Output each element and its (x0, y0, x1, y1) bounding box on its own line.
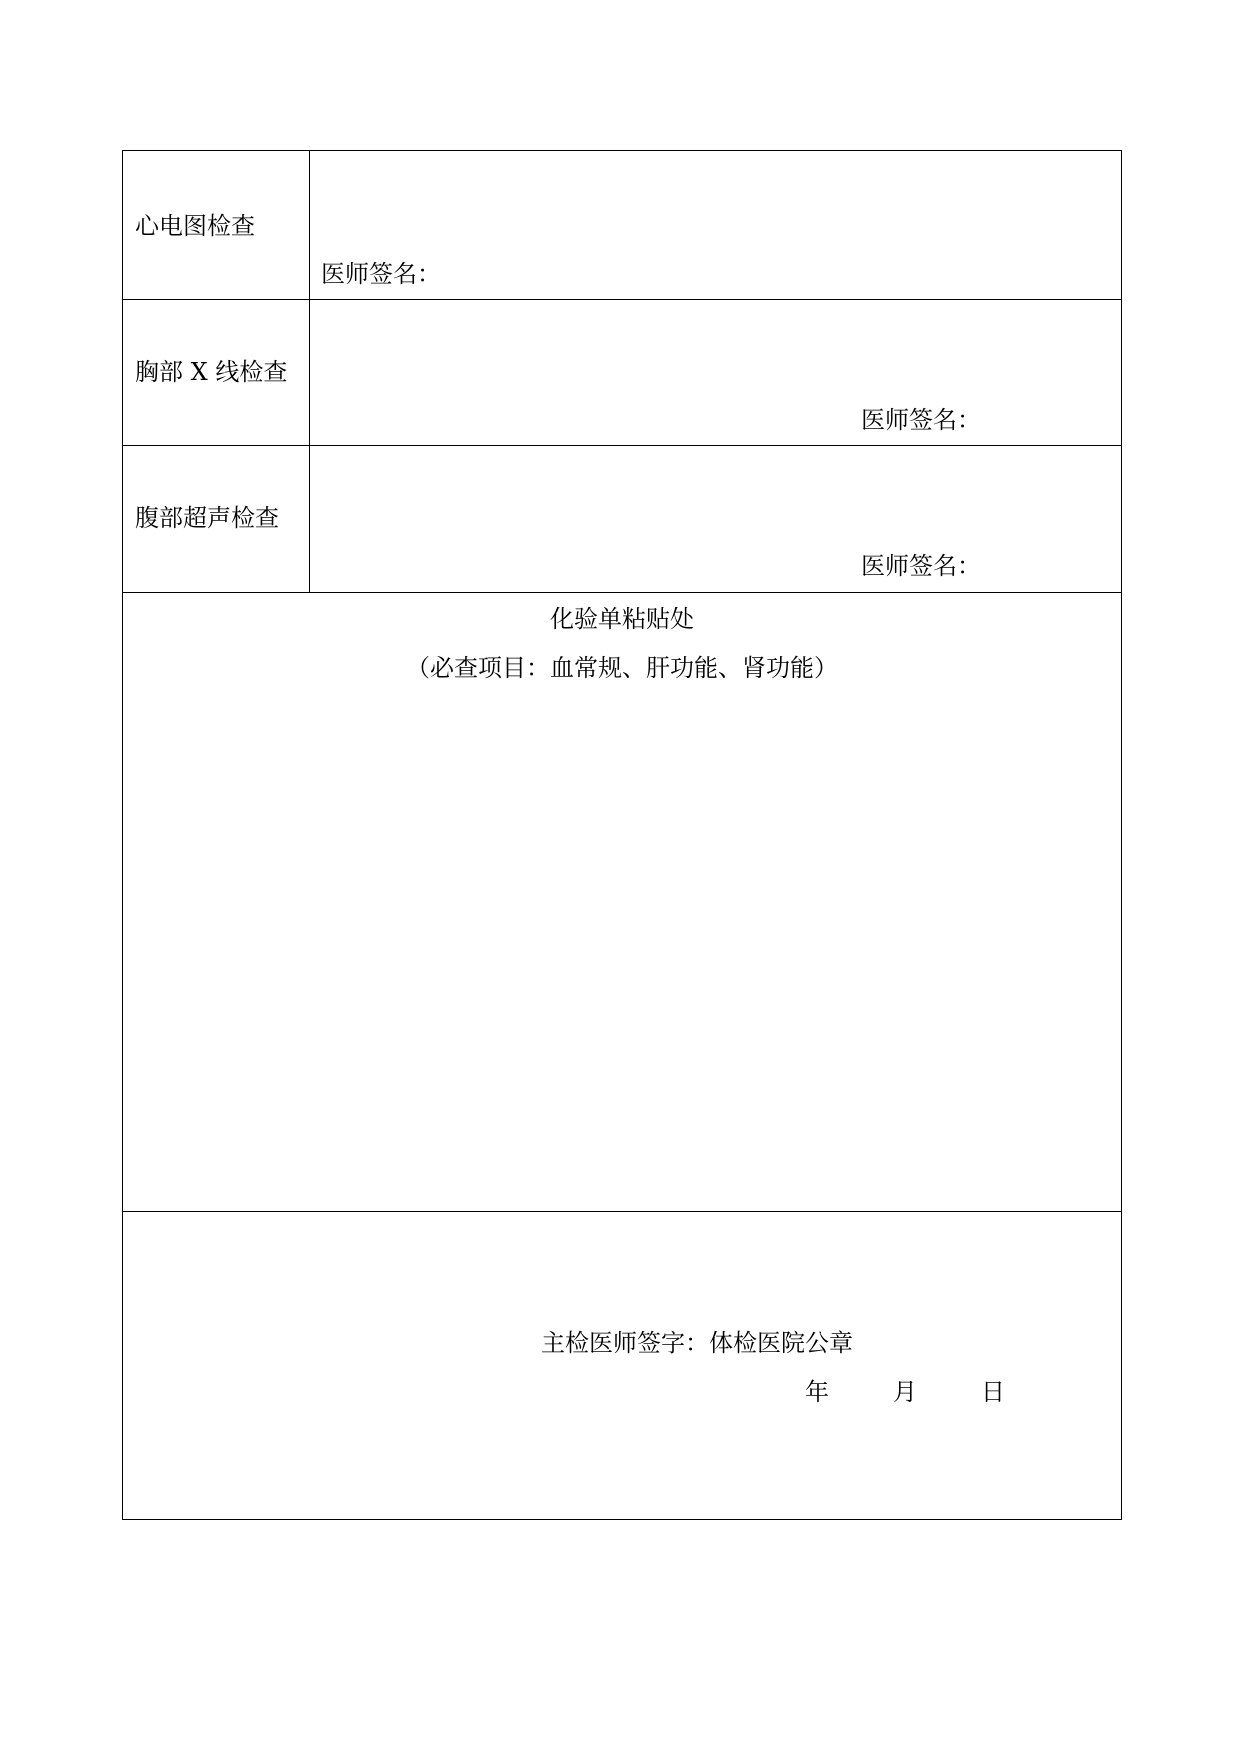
ecg-doctor-signature-label: 医师签名： (321, 260, 441, 288)
lab-report-subtitle: （必查项目：血常规、肝功能、肾功能） (406, 654, 838, 682)
abdominal-ultrasound-doctor-signature-label: 医师签名： (861, 552, 981, 580)
row-divider (123, 592, 1121, 593)
chest-xray-doctor-signature-label: 医师签名： (861, 406, 981, 434)
ecg-exam-label: 心电图检查 (135, 212, 255, 240)
row-divider (123, 299, 1121, 300)
exam-form (122, 150, 1122, 1520)
row-divider (123, 1211, 1121, 1212)
row-divider (123, 445, 1121, 446)
exam-column-divider (309, 151, 310, 592)
chest-xray-exam-label: 胸部 X 线检查 (135, 358, 288, 386)
lab-report-title: 化验单粘贴处 (550, 605, 694, 633)
date-month-label: 月 (893, 1378, 917, 1406)
date-year-label: 年 (805, 1378, 829, 1406)
date-day-label: 日 (981, 1378, 1005, 1406)
abdominal-ultrasound-exam-label: 腹部超声检查 (135, 504, 279, 532)
chief-doctor-signature-label: 主检医师签字：体检医院公章 (541, 1329, 853, 1357)
